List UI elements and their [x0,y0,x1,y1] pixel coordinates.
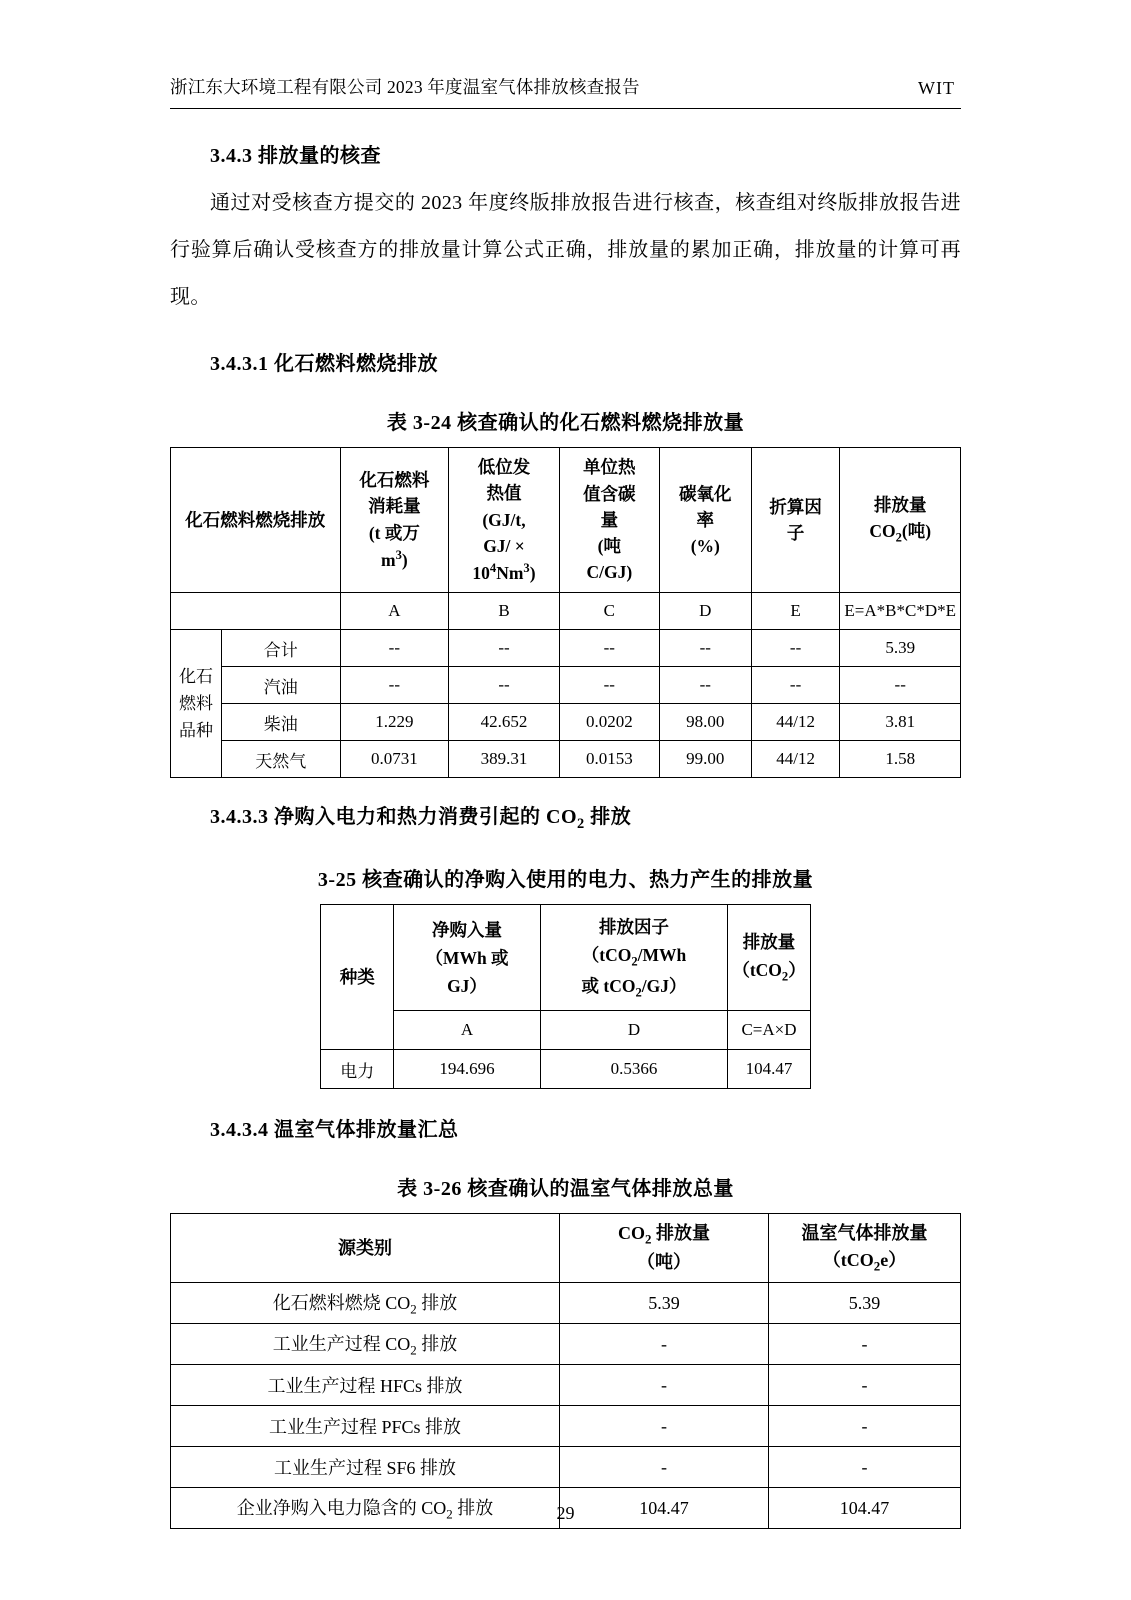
th-carbon-content: 单位热 值含碳 量 (吨 C/GJ) [559,448,659,593]
section-heading-3433: 3.4.3.3 净购入电力和热力消费引起的 $CO_2$ 排放 [210,806,632,833]
th-heating-value: 低位发 热值 (GJ/t, GJ/ × $10^4Nm^3$) [449,448,560,593]
letter-c: C [559,593,659,630]
cell-ghg: - [769,1406,961,1447]
th-ghg-emission: 温室气体排放量 （tCO$_2$e） [769,1214,961,1283]
th-type: 种类 [321,905,394,1050]
letter-blank [171,593,341,630]
cell-e: -- [751,667,840,704]
cell-e: -- [751,630,840,667]
cell-emission: 3.81 [840,704,961,741]
th-oxidation-rate: 碳氧化 率 (%) [659,448,751,593]
table-row [171,704,961,741]
cell-co2: 104.47 [560,1488,769,1529]
letter-d: D [540,1011,728,1050]
table-row [171,1283,961,1324]
cell-a: -- [340,667,449,704]
section-heading-3431: 3.4.3.1 化石燃料燃烧排放 [210,353,438,375]
section-paragraph: 通过对受核查方提交的 2023 年度终版排放报告进行核查，核查组对终版排放报告进行验算后确认受核查方的排放量计算公式正确，排放量的累加正确，排放量的计算可再现。 [170,192,961,308]
cell-c: 0.0202 [559,704,659,741]
table-ghg-total [170,1213,961,1529]
row-name: 工业生产过程 $CO_2$ 排放 [171,1324,560,1365]
table-row [171,1324,961,1365]
letter-a: A [340,593,449,630]
th-consumption: 化石燃料 消耗量 (t 或万 $m^3$) [340,448,449,593]
letter-a: A [394,1011,540,1050]
table-row [171,630,961,667]
th-co2-emission: $CO_2$ 排放量 （吨） [560,1214,769,1283]
table-row-letters [171,593,961,630]
table-row [321,905,810,1011]
cell-d: 0.5366 [540,1050,728,1089]
cell-ghg: - [769,1324,961,1365]
table-326-caption: 表 3-26 核查确认的温室气体排放总量 [397,1178,734,1201]
table-row [171,1447,961,1488]
table-purchased-power-emissions [320,904,810,1089]
th-emission: 排放量 $CO_2$(吨) [840,448,961,593]
cell-co2: - [560,1447,769,1488]
cell-co2: - [560,1324,769,1365]
row-name: 工业生产过程 SF6 排放 [171,1447,560,1488]
cell-e: 44/12 [751,741,840,778]
cell-ghg: - [769,1365,961,1406]
th-conversion-factor: 折算因 子 [751,448,840,593]
table-row [171,1214,961,1283]
cell-d: 98.00 [659,704,751,741]
cell-b: 389.31 [449,741,560,778]
cell-b: -- [449,630,560,667]
letter-b: B [449,593,560,630]
table-row [171,1365,961,1406]
cell-c: -- [559,667,659,704]
row-category-label: 化石 燃料 品种 [171,630,222,778]
cell-c: -- [559,630,659,667]
th-emission-amount: 排放量 （tCO$_2$） [728,905,810,1011]
section-heading-343: 3.4.3 排放量的核查 [210,145,381,167]
cell-a: -- [340,630,449,667]
cell-emission: 5.39 [840,630,961,667]
table-row [321,1050,810,1089]
table-fossil-fuel-emissions [170,447,961,778]
header-title: 浙江东大环境工程有限公司 2023 年度温室气体排放核查报告 [170,77,640,97]
row-name: 工业生产过程 HFCs 排放 [171,1365,560,1406]
cell-e: 44/12 [751,704,840,741]
table-324-caption: 表 3-24 核查确认的化石燃料燃烧排放量 [386,412,745,434]
row-name: 企业净购入电力隐含的 $CO_2$ 排放 [171,1488,560,1529]
cell-a: 0.0731 [340,741,449,778]
table-row [171,1406,961,1447]
th-fossil-category: 化石燃料燃烧排放 [171,448,341,593]
cell-c: 0.0153 [559,741,659,778]
letter-formula: E=A*B*C*D*E [840,593,961,630]
th-net-purchase: 净购入量 （MWh 或 GJ） [394,905,540,1011]
cell-ghg: 104.47 [769,1488,961,1529]
table-row [171,448,961,593]
cell-co2: 5.39 [560,1283,769,1324]
th-source-category: 源类别 [171,1214,560,1283]
header-logo-text: WIT [918,78,955,98]
cell-a: 194.696 [394,1050,540,1089]
table-row [171,741,961,778]
row-name: 合计 [222,630,340,667]
letter-e: E [751,593,840,630]
row-name: 柴油 [222,704,340,741]
row-name: 汽油 [222,667,340,704]
cell-co2: - [560,1406,769,1447]
page-header [170,74,961,109]
page-number: 29 [556,1503,575,1523]
table-row [171,667,961,704]
cell-d: -- [659,667,751,704]
cell-d: 99.00 [659,741,751,778]
cell-ghg: - [769,1447,961,1488]
cell-emission: -- [840,667,961,704]
cell-b: 42.652 [449,704,560,741]
letter-d: D [659,593,751,630]
row-name: 天然气 [222,741,340,778]
cell-emission: 1.58 [840,741,961,778]
row-name: 工业生产过程 PFCs 排放 [171,1406,560,1447]
cell-a: 1.229 [340,704,449,741]
cell-d: -- [659,630,751,667]
letter-formula: C=A×D [728,1011,810,1050]
table-row-letters [321,1011,810,1050]
cell-co2: - [560,1365,769,1406]
cell-ghg: 5.39 [769,1283,961,1324]
section-heading-3434: 3.4.3.4 温室气体排放量汇总 [210,1119,459,1142]
cell-b: -- [449,667,560,704]
th-emission-factor: 排放因子 （tCO$_2$/MWh 或 tCO$_2$/GJ） [540,905,728,1011]
row-name: 电力 [321,1050,394,1089]
cell-emission: 104.47 [728,1050,810,1089]
table-325-caption: 3-25 核查确认的净购入使用的电力、热力产生的排放量 [317,869,814,892]
row-name: 化石燃料燃烧 $CO_2$ 排放 [171,1283,560,1324]
